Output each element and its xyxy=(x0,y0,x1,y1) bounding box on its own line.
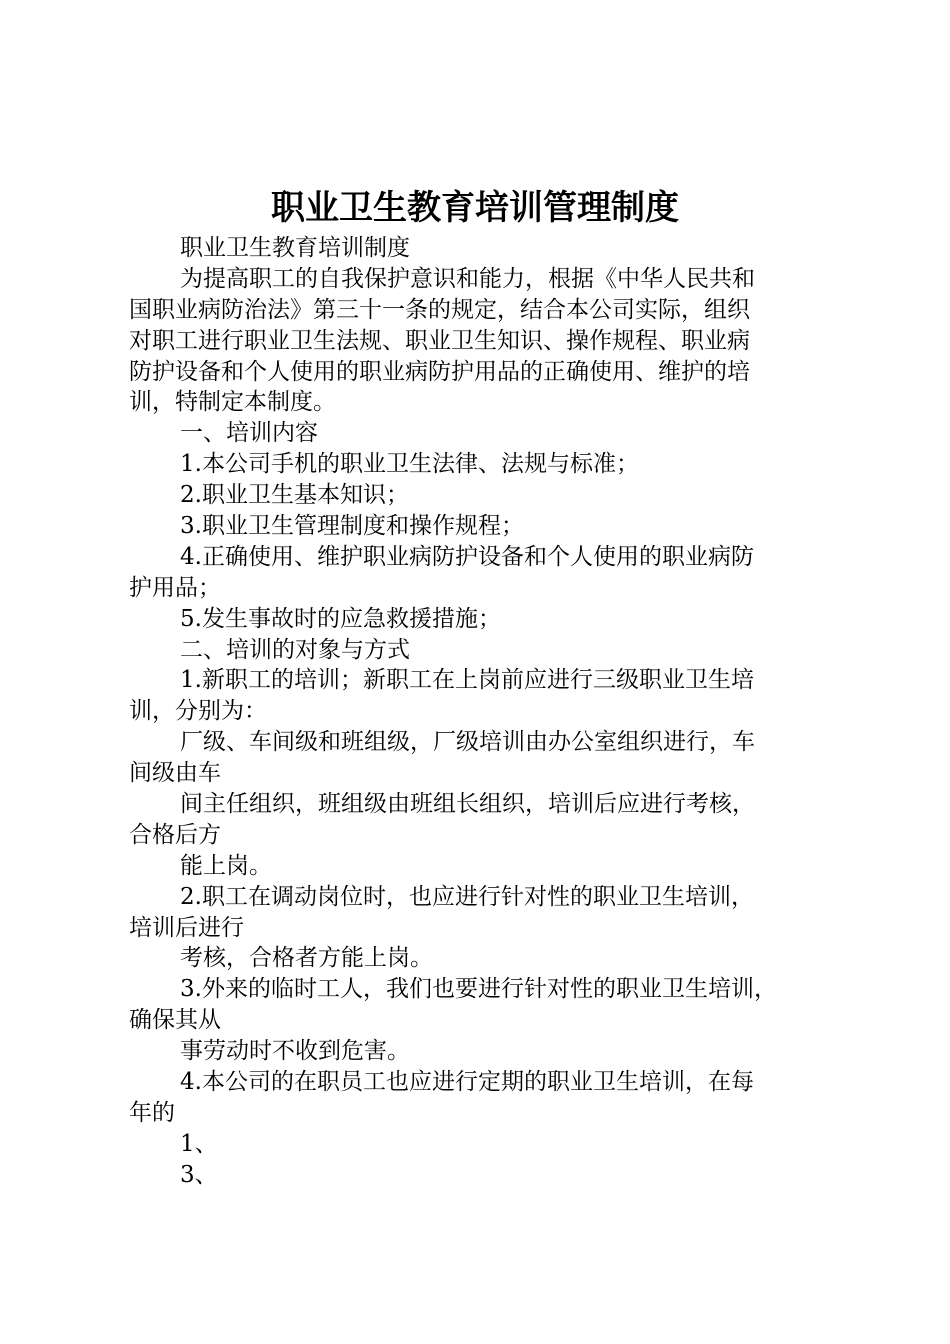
document-title: 职业卫生教育培训管理制度 xyxy=(271,188,679,228)
text-line: 事劳动时不收到危害。 xyxy=(180,1038,410,1065)
text-line: 训，特制定本制度。 xyxy=(129,389,336,416)
text-line: 3、 xyxy=(180,1161,218,1188)
text-line: 间主任组织，班组级由班组长组织，培训后应进行考核， xyxy=(180,791,755,818)
text-line: 3.外来的临时工人，我们也要进行针对性的职业卫生培训， xyxy=(180,976,777,1003)
text-line: 2.职工在调动岗位时，也应进行针对性的职业卫生培训， xyxy=(180,883,754,910)
text-line: 1.本公司手机的职业卫生法律、法规与标准； xyxy=(180,451,639,478)
section-heading: 一、培训内容 xyxy=(180,420,318,447)
text-line: 4.正确使用、维护职业病防护设备和个人使用的职业病防 xyxy=(180,543,754,570)
text-line: 考核，合格者方能上岗。 xyxy=(180,945,433,972)
text-line: 合格后方 xyxy=(129,821,221,848)
text-line: 能上岗。 xyxy=(180,852,272,879)
document-body xyxy=(129,233,829,1191)
text-line: 为提高职工的自我保护意识和能力，根据《中华人民共和 xyxy=(180,265,755,292)
text-line: 间级由车 xyxy=(129,760,221,787)
text-line: 培训后进行 xyxy=(129,914,244,941)
text-line: 1、 xyxy=(180,1130,218,1157)
text-line: 对职工进行职业卫生法规、职业卫生知识、操作规程、职业病 xyxy=(129,327,750,354)
text-line: 1.新职工的培训；新职工在上岗前应进行三级职业卫生培 xyxy=(180,667,754,694)
text-line: 年的 xyxy=(129,1099,175,1126)
text-line: 确保其从 xyxy=(129,1007,221,1034)
text-line: 厂级、车间级和班组级，厂级培训由办公室组织进行，车 xyxy=(180,729,755,756)
text-line: 国职业病防治法》第三十一条的规定，结合本公司实际，组织 xyxy=(129,296,750,323)
text-line: 护用品； xyxy=(129,574,221,601)
text-line: 2.职业卫生基本知识； xyxy=(180,482,409,509)
text-line: 防护设备和个人使用的职业病防护用品的正确使用、维护的培 xyxy=(129,358,750,385)
text-line: 5.发生事故时的应急救援措施； xyxy=(180,605,501,632)
section-heading: 二、培训的对象与方式 xyxy=(180,636,410,663)
text-line: 职业卫生教育培训制度 xyxy=(180,235,410,261)
text-line: 训，分别为： xyxy=(129,698,267,725)
text-line: 4.本公司的在职员工也应进行定期的职业卫生培训，在每 xyxy=(180,1069,754,1096)
text-line: 3.职业卫生管理制度和操作规程； xyxy=(180,513,524,540)
